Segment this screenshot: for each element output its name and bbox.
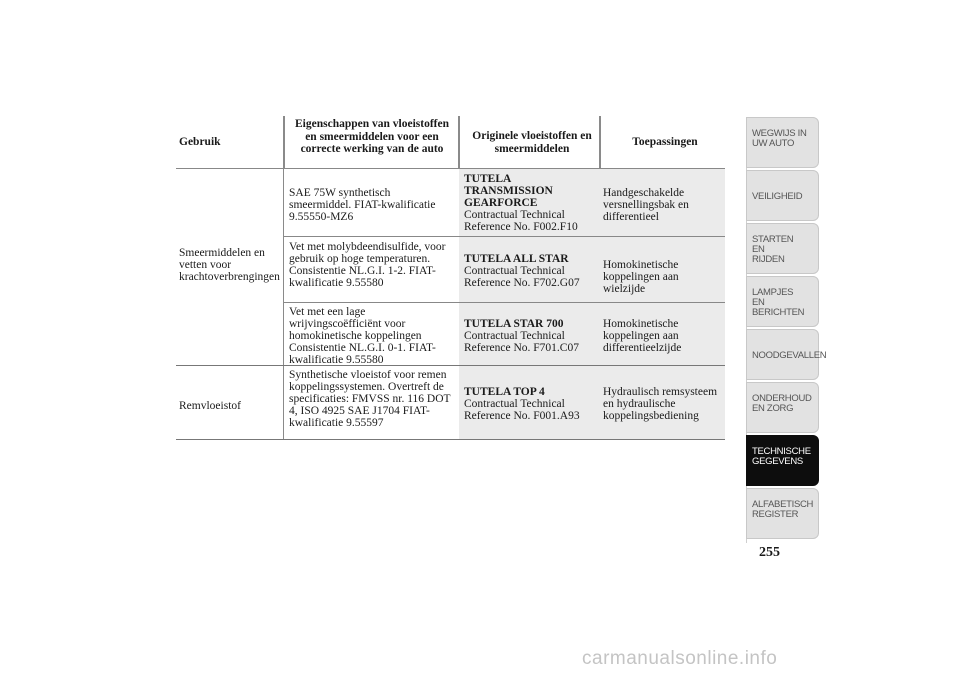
properties-cell: Vet met een lage wrijvingscoëfficiënt voor homokinetische koppelingen Consistentie NL.G.I. 0-1. FIAT-kwalificatie 9.55580 bbox=[284, 303, 459, 365]
group-label: Smeermiddelen en vetten voor krachtoverbrengingen bbox=[179, 247, 280, 283]
product-reference: Contractual Technical Reference No. F701.C07 bbox=[464, 330, 579, 354]
product-reference: Contractual Technical Reference No. F702.G07 bbox=[464, 265, 580, 289]
header-use: Gebruik bbox=[179, 136, 221, 148]
application-cell: Hydraulisch remsysteem en hydraulische koppelingsbediening bbox=[598, 366, 725, 439]
product-cell bbox=[459, 237, 598, 302]
header-properties: Eigenschappen van vloeistoffen en smeermiddelen voor een correcte werking van de auto bbox=[295, 118, 449, 155]
header-applications: Toepassingen bbox=[632, 136, 698, 148]
table-row bbox=[284, 302, 725, 365]
tab-onderhoud[interactable]: ONDERHOUD EN ZORG bbox=[746, 382, 819, 433]
product-name: TUTELA TOP 4 bbox=[464, 386, 545, 398]
tab-starten[interactable]: STARTEN EN RIJDEN bbox=[746, 223, 819, 274]
product-cell bbox=[459, 169, 598, 236]
product-name: TUTELA ALL STAR bbox=[464, 253, 569, 265]
product-reference: Contractual Technical Reference No. F001.A93 bbox=[464, 398, 580, 422]
tab-lampjes[interactable]: LAMPJES EN BERICHTEN bbox=[746, 276, 819, 327]
group-label: Remvloeistof bbox=[179, 400, 241, 412]
product-name: TUTELA TRANSMISSION GEARFORCE bbox=[464, 173, 553, 209]
table-group-transmission bbox=[176, 169, 725, 366]
table-header bbox=[176, 114, 725, 169]
product-cell bbox=[459, 303, 598, 365]
product-reference: Contractual Technical Reference No. F002.F10 bbox=[464, 209, 578, 233]
tab-alfabetisch[interactable]: ALFABETISCH REGISTER bbox=[746, 488, 819, 539]
application-cell: Handgeschakelde versnellingsbak en differentieel bbox=[598, 169, 725, 236]
lubricants-table bbox=[176, 114, 725, 440]
tab-wegwijs[interactable]: WEGWIJS IN UW AUTO bbox=[746, 117, 819, 168]
watermark: carmanualsonline.info bbox=[582, 648, 778, 669]
properties-cell: SAE 75W synthetisch smeermiddel. FIAT-kwalificatie 9.55550-MZ6 bbox=[284, 169, 459, 236]
properties-cell: Vet met molybdeendisulfide, voor gebruik op hoge temperaturen. Consistentie NL.G.I. 1-2. FIAT-kwalificatie 9.55580 bbox=[284, 237, 459, 302]
table-row bbox=[284, 366, 725, 439]
product-name: TUTELA STAR 700 bbox=[464, 318, 564, 330]
table-group-brake-fluid bbox=[176, 366, 725, 440]
product-cell bbox=[459, 366, 598, 439]
header-original-products: Originele vloeistoffen en smeermiddelen bbox=[472, 130, 592, 155]
properties-cell: Synthetische vloeistof voor remen koppelingssystemen. Overtreft de specificaties: FMVSS nr. 116 DOT 4, ISO 4925 SAE J1704 FIAT-kwalificatie 9.55597 bbox=[284, 366, 459, 439]
table-row bbox=[284, 169, 725, 236]
tab-noodgevallen[interactable]: NOODGEVALLEN bbox=[746, 329, 819, 380]
application-cell: Homokinetische koppelingen aan differentieelzijde bbox=[598, 303, 725, 365]
tab-technische-gegevens[interactable]: TECHNISCHE GEGEVENS bbox=[746, 435, 819, 486]
application-cell: Homokinetische koppelingen aan wielzijde bbox=[598, 237, 725, 302]
tab-veiligheid[interactable]: VEILIGHEID bbox=[746, 170, 819, 221]
table-row bbox=[284, 236, 725, 302]
page-number: 255 bbox=[759, 545, 780, 560]
